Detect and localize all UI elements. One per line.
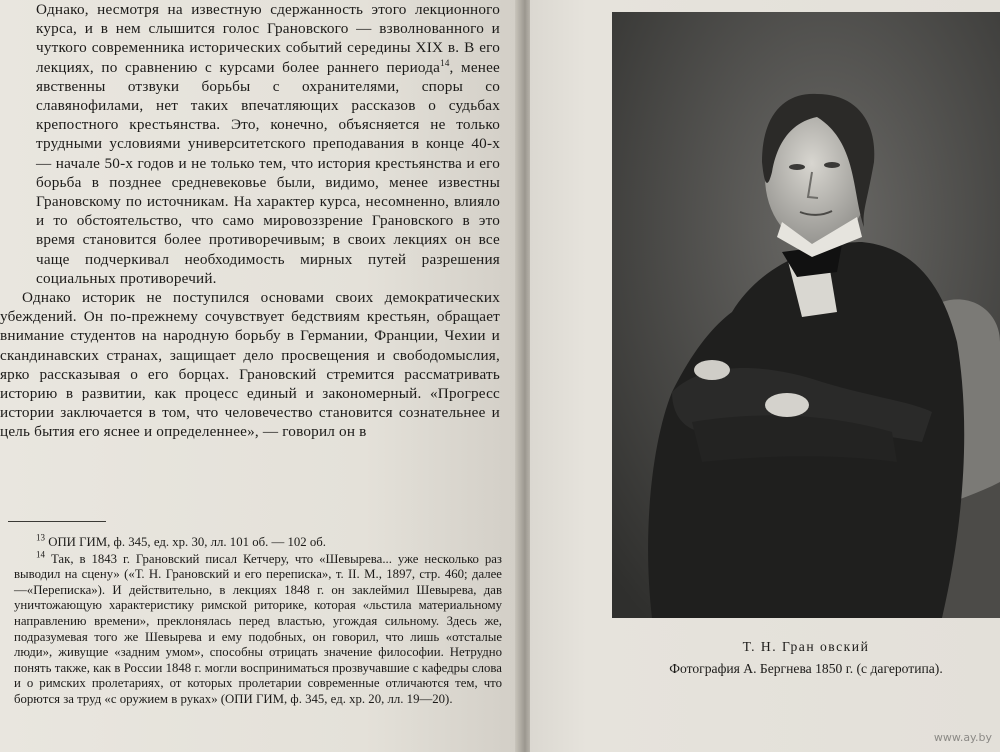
footnote-13 — [14, 532, 502, 551]
portrait-illustration — [612, 12, 1000, 618]
footnote-ref-14: 14 — [440, 57, 450, 68]
caption-name: Т. Н. Гран овский — [742, 639, 870, 654]
watermark: www.ay.by — [933, 731, 992, 744]
footnote-number: 14 — [36, 549, 45, 560]
photo-caption — [612, 636, 1000, 680]
paragraph-1-text: Однако, несмотря на известную сдержанность этого лекционного курса, и в нем слышится голос Грановского — взволнованного и чуткого современника исторических событий середины XIX в. В его лекциях, по сравнению с курсами более раннего периода — [36, 1, 500, 76]
footnote-text: Так, в 1843 г. Грановский писал Кетчеру, что «Шевырева... уже несколько раз выводил на сцену» («Т. Н. Грановский и его переписка», т. II. М., 1897, стр. 460; далее—«Переписка»). И действительно, в лекциях 1848 г. он заклеймил Шевырева, дав уничтожающую характеристику римской риторике, которая «льстила материальному направлению времени», преклонялась перед властью, угождая сильному. Здесь же, подразумевая того же Шевырева и ему подобных, он говорил, что лишь «отсталые люди», живущие «задним умом», способны отрицать значение философии. Нетрудно понять также, как в России 1848 г. могли восприниматься прозвучавшие с кафедры слова и о римских пролетариях, от которых пролетарии современные отличаются тем, что борются за труд «с оружием в руках» (ОПИ ГИМ, ф. 345, ед. хр. 20, лл. 19—20). — [14, 551, 502, 706]
footnote-14 — [14, 549, 502, 708]
footnotes — [14, 532, 502, 709]
caption-text: Фотография А. Бергнева 1850 г. (с дагеротипа). — [669, 661, 943, 676]
paragraph-2: Однако историк не поступился основами своих демократических убеждений. Он по-прежнему сочувствует бедствиям крестьян, обращает внимание студентов на народную борьбу в Германии, Франции, Чехии и скандинавских странах, защищает дело просвещения и свободомыслия, ярко рассказывая о его борцах. Грановский стремится рассматривать историю в развитии, как процесс единый и закономерный. «Прогресс истории заключается в том, что человечество становится сознательнее и цель бытия его яснее и определеннее», — говорил он в — [0, 289, 500, 441]
main-text — [0, 0, 500, 442]
paragraph-1-text-cont: , менее явственны отзвуки борьбы с охранителями, споры со славянофилами, нет таких впечатляющих рассказов о судьбах крепостного крестьянства. Это, конечно, объясняется не только трудными условиями университетского преподавания в конце 40-х — начале 50-х годов и не только тем, что история крестьянства и его борьба в позднее средневековье были, видимо, менее известны Грановскому по источникам. На характер курса, несомненно, влияло и то обстоятельство, что само мировоззрение Грановского в это время становится более противоречивым; в своих лекциях он все чаще подчеркивал необходимость мирных путей разрешения социальных противоречий. — [36, 58, 500, 287]
footnote-number: 13 — [36, 532, 45, 543]
footnote-text: ОПИ ГИМ, ф. 345, ед. хр. 30, лл. 101 об. — 102 об. — [48, 535, 327, 549]
portrait-photo — [612, 12, 1000, 618]
footnote-rule — [8, 521, 106, 522]
paragraph-1 — [0, 0, 500, 288]
